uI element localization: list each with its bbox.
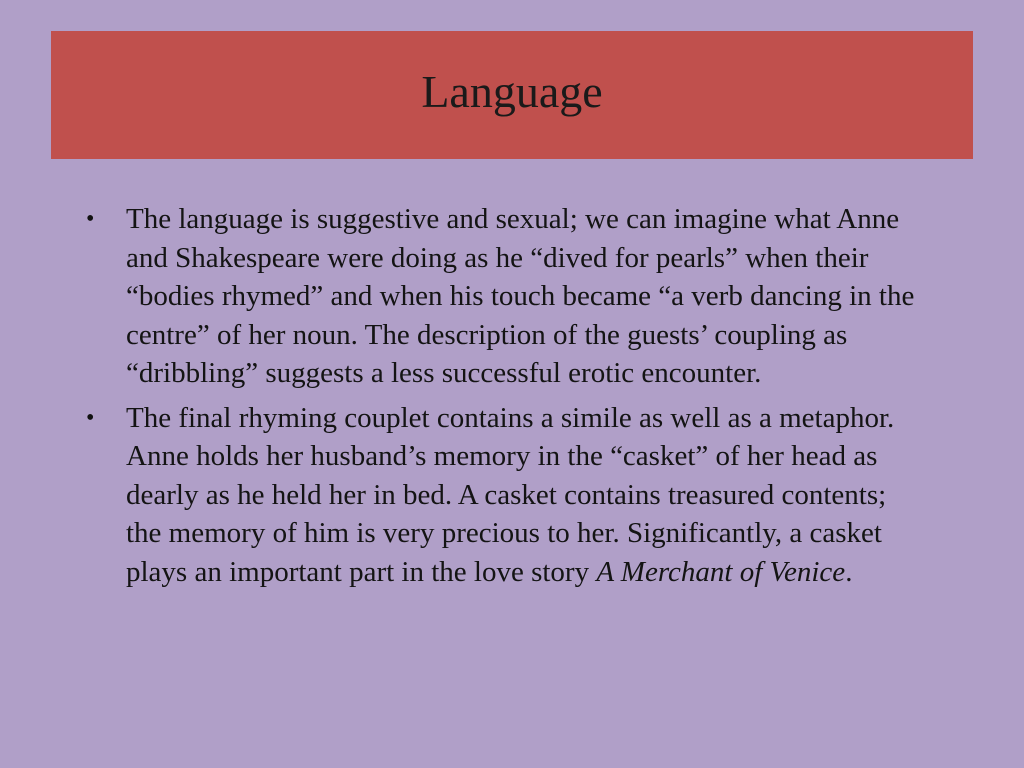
bullet-item-2 <box>86 399 936 592</box>
bullet-item-1 <box>86 200 936 393</box>
slide-body <box>86 200 936 597</box>
bullet-text-2-main: The final rhyming couplet contains a simile as well as a metaphor. Anne holds her husband’s memory in the “casket” of her head as dearly as he held her in bed. A casket contains treasured contents; the memory of him is very precious to her. Significantly, a casket plays an important part in the love story <box>126 401 895 588</box>
title-bar <box>51 31 973 159</box>
bullet-dot-icon: • <box>86 206 95 232</box>
bullet-text-1: The language is suggestive and sexual; we can imagine what Anne and Shakespeare were doing as he “dived for pearls” when their “bodies rhymed” and when his touch became “a verb dancing in the centre” of her noun. The description of the guests’ coupling as “dribbling” suggests a less successful erotic encounter. <box>126 203 915 389</box>
bullet-dot-icon: • <box>86 404 95 431</box>
slide-title: Language <box>421 66 603 117</box>
bullet-text-2 <box>126 399 926 592</box>
play-title-italic: A Merchant of Venice <box>596 555 846 588</box>
bullet-text-2-end: . <box>845 555 853 588</box>
